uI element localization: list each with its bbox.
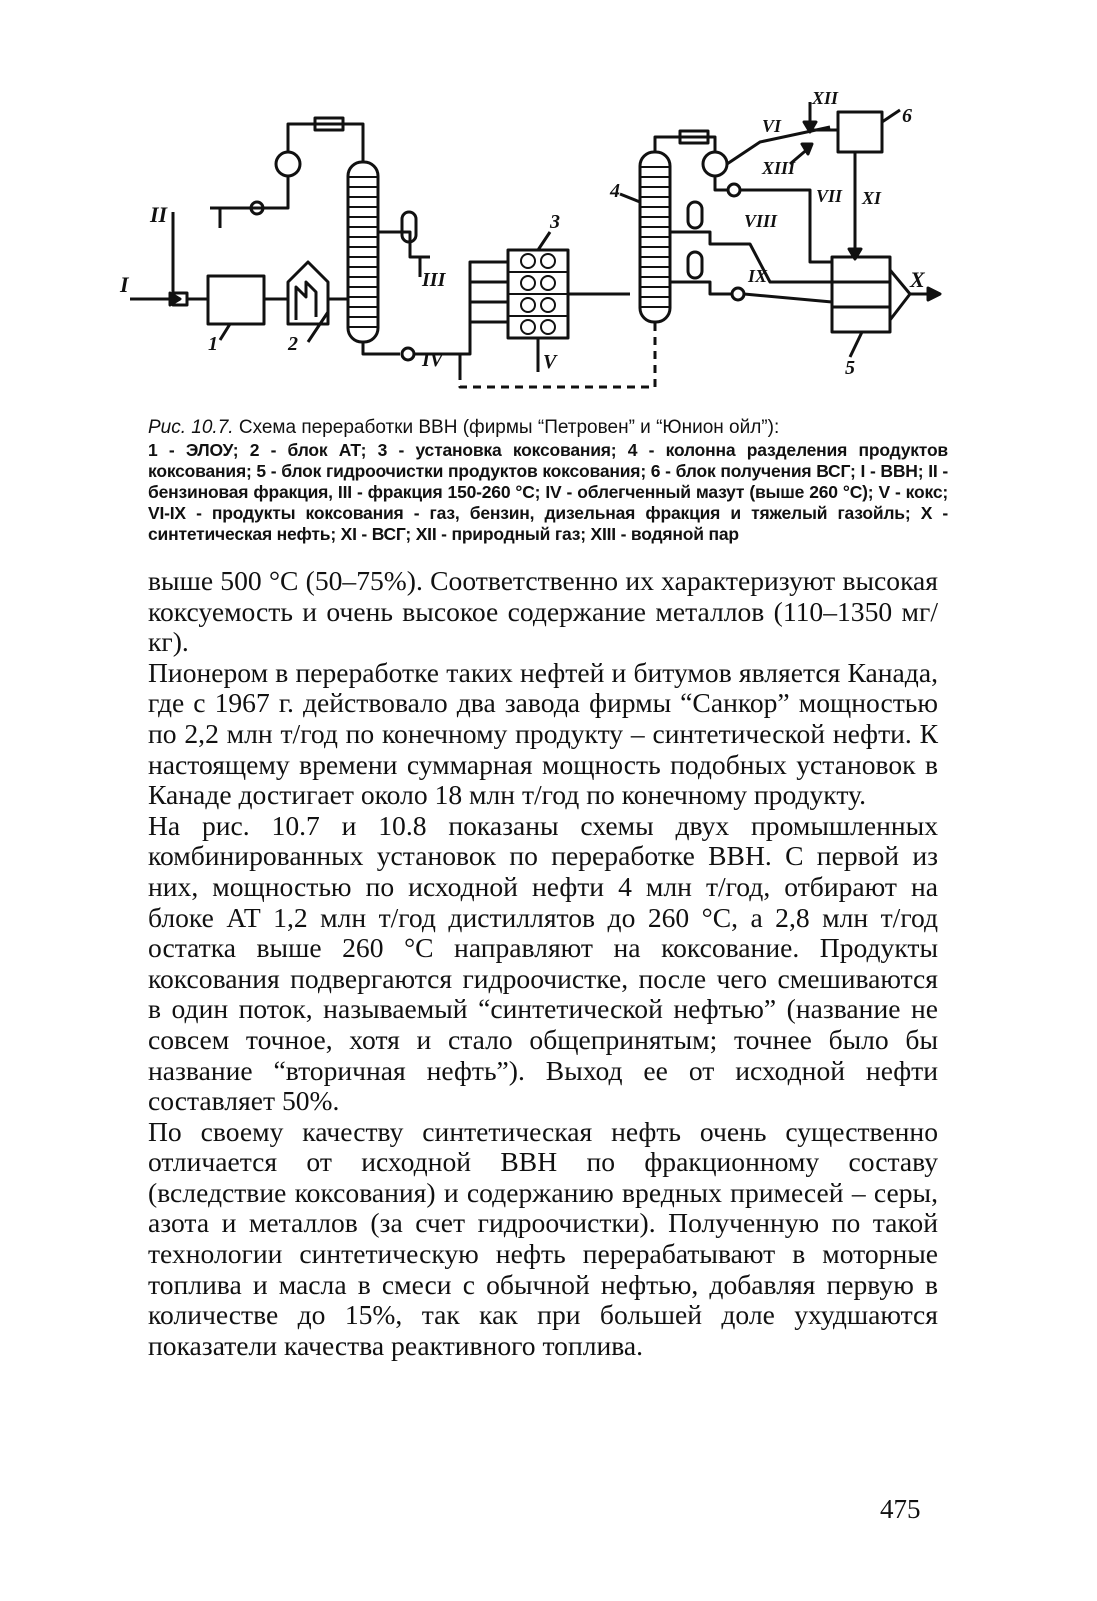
label-stream-II: II (150, 202, 168, 227)
process-flow-diagram (110, 82, 950, 402)
label-stream-V: V (543, 351, 557, 373)
label-unit-6: 6 (902, 105, 912, 127)
label-unit-1: 1 (208, 333, 218, 355)
label-stream-XI: XI (862, 188, 882, 208)
label-stream-X: X (910, 267, 925, 292)
label-unit-3: 3 (550, 211, 560, 233)
body-text (148, 566, 938, 1361)
caption-legend: 1 - ЭЛОУ; 2 - блок АТ; 3 - установка коксования; 4 - колонна разделения продуктов коксования; 5 - блок гидроочистки продуктов коксования; 6 - блок получения ВСГ; I - ВВН; II - бензиновая фракция, III - фракция 150-260 °C; IV - облегченный мазут (выше 260 °C); V - кокс; VI-IX - продукты коксования - газ, бензин, дизельная фракция и тяжелый газойль; X - синтетическая нефть; XI - ВСГ; XII - природный газ; XIII - водяной пар (148, 440, 948, 544)
label-unit-4: 4 (610, 180, 620, 202)
figure-caption (148, 416, 948, 545)
paragraph-3: На рис. 10.7 и 10.8 показаны схемы двух промышленных комбинированных установок по переработке ВВН. С первой из них, мощностью по исходной нефти 4 млн т/год, отбирают на блоке АТ 1,2 млн т/год дистиллятов до 260 °C, а 2,8 млн т/год остатка выше 260 °C направляют на коксование. Продукты коксования подвергаются гидроочистке, после чего смешиваются в один поток, называемый “синтетической нефтью” (название не совсем точное, хотя и стало общепринятым; точнее было бы название “вторичная нефть”). Выход ее от исходной нефти составляет 50%. (148, 809, 938, 1117)
paragraph-2: Пионером в переработке таких нефтей и битумов является Канада, где с 1967 г. действовало два завода фирмы “Санкор” мощностью по 2,2 млн т/год по конечному продукту – синтетической нефти. К настоящему времени суммарная мощность подобных установок в Канаде достигает около 18 млн т/год по конечному продукту. (148, 656, 938, 811)
label-stream-VII: VII (816, 186, 843, 206)
label-unit-2: 2 (288, 333, 298, 355)
label-unit-5: 5 (845, 357, 855, 379)
paragraph-1: выше 500 °C (50–75%). Соответственно их характеризуют высокая коксуемость и очень высокое содержание металлов (110–1350 мг/кг). (148, 565, 938, 658)
page-number: 475 (880, 1494, 921, 1524)
caption-title: Схема переработки ВВН (фирмы “Петровен” и “Юнион ойл”): (238, 417, 780, 438)
label-stream-XII: XII (812, 88, 839, 108)
paragraph-4: По своему качеству синтетическая нефть очень существенно отличается от исходной ВВН по фракционному составу (вследствие коксования) и содержанию вредных примесей – серы, азота и металлов (за счет гидроочистки). Полученную по такой технологии синтетическую нефть перерабатывают в моторные топлива и масла в смеси с обычной нефтью, добавляя первую в количестве до 15%, так как при большей доле ухудшаются показатели качества реактивного топлива. (148, 1115, 938, 1361)
caption-title-line (148, 416, 948, 440)
label-stream-III: III (422, 269, 446, 291)
label-stream-I: I (120, 272, 129, 297)
label-stream-VIII: VIII (744, 211, 778, 231)
label-stream-IX: IX (748, 266, 768, 286)
label-stream-VI: VI (762, 116, 782, 136)
caption-fig-number: Рис. 10.7. (148, 417, 234, 438)
label-stream-XIII: XIII (762, 158, 796, 178)
label-stream-IV: IV (422, 349, 444, 371)
